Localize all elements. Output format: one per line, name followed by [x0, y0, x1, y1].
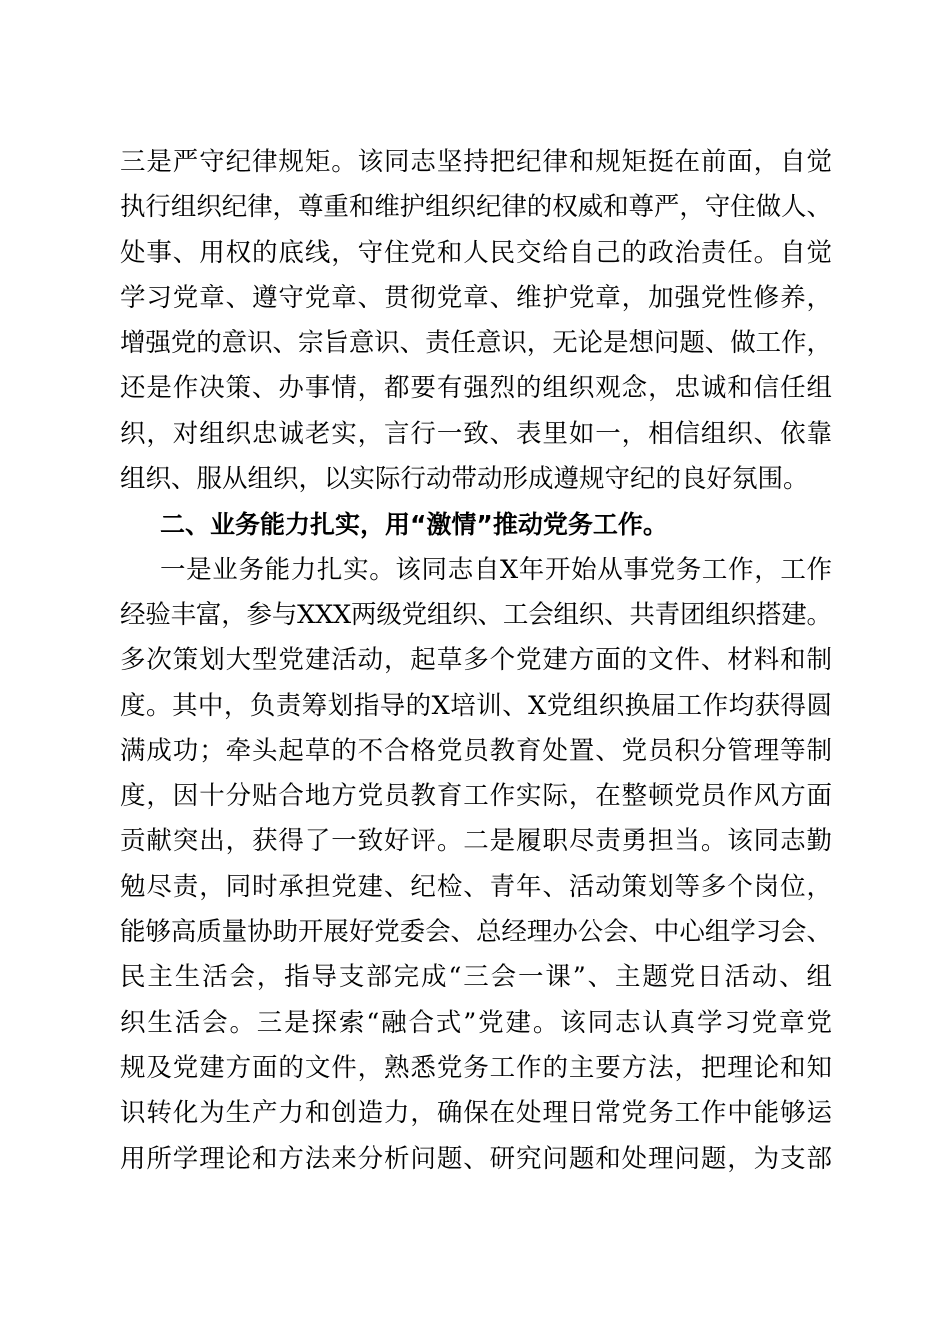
paragraph-line: 度，因十分贴合地方党员教育工作实际，在整顿党员作风方面 [120, 781, 833, 812]
paragraph-line: 还是作决策、办事情，都要有强烈的组织观念，忠诚和信任组 [120, 373, 833, 404]
paragraph-line: 处事、用权的底线，守住党和人民交给自己的政治责任。自觉 [120, 237, 833, 268]
paragraph-line: 学习党章、遵守党章、贯彻党章、维护党章，加强党性修养， [120, 282, 833, 313]
document-body [120, 140, 832, 1182]
paragraph-line: 贡献突出，获得了一致好评。二是履职尽责勇担当。该同志勤 [120, 826, 833, 857]
paragraph-line: 一是业务能力扎实。该同志自X年开始从事党务工作，工作 [160, 554, 833, 585]
paragraph-line: 满成功；牵头起草的不合格党员教育处置、党员积分管理等制 [120, 735, 833, 766]
paragraph-line: 民主生活会，指导支部完成“三会一课”、主题党日活动、组 [120, 962, 834, 993]
paragraph-line: 度。其中，负责筹划指导的X培训、X党组织换届工作均获得圆 [120, 690, 833, 721]
paragraph-line: 组织、服从组织，以实际行动带动形成遵规守纪的良好氛围。 [120, 464, 809, 495]
paragraph-line: 增强党的意识、宗旨意识、责任意识，无论是想问题、做工作， [120, 328, 832, 359]
paragraph-line: 多次策划大型党建活动，起草多个党建方面的文件、材料和制 [120, 645, 833, 676]
paragraph-line: 织生活会。三是探索“融合式”党建。该同志认真学习党章党 [120, 1007, 834, 1038]
section-heading: 二、业务能力扎实，用“激情”推动党务工作。 [160, 510, 668, 540]
paragraph-line: 执行组织纪律，尊重和维护组织纪律的权威和尊严，守住做人、 [120, 192, 832, 223]
paragraph-line: 三是严守纪律规矩。该同志坚持把纪律和规矩挺在前面，自觉 [120, 147, 833, 177]
paragraph-line: 识转化为生产力和创造力，确保在处理日常党务工作中能够运 [120, 1098, 833, 1129]
paragraph-line: 经验丰富，参与XXX两级党组织、工会组织、共青团组织搭建。 [120, 599, 832, 630]
paragraph-line: 规及党建方面的文件，熟悉党务工作的主要方法，把理论和知 [120, 1052, 833, 1083]
paragraph-line: 织，对组织忠诚老实，言行一致、表里如一，相信组织、依靠 [120, 418, 833, 449]
paragraph-line: 勉尽责，同时承担党建、纪检、青年、活动策划等多个岗位， [120, 871, 833, 902]
paragraph-line: 能够高质量协助开展好党委会、总经理办公会、中心组学习会、 [120, 917, 832, 948]
paragraph-line: 用所学理论和方法来分析问题、研究问题和处理问题，为支部 [120, 1143, 833, 1174]
